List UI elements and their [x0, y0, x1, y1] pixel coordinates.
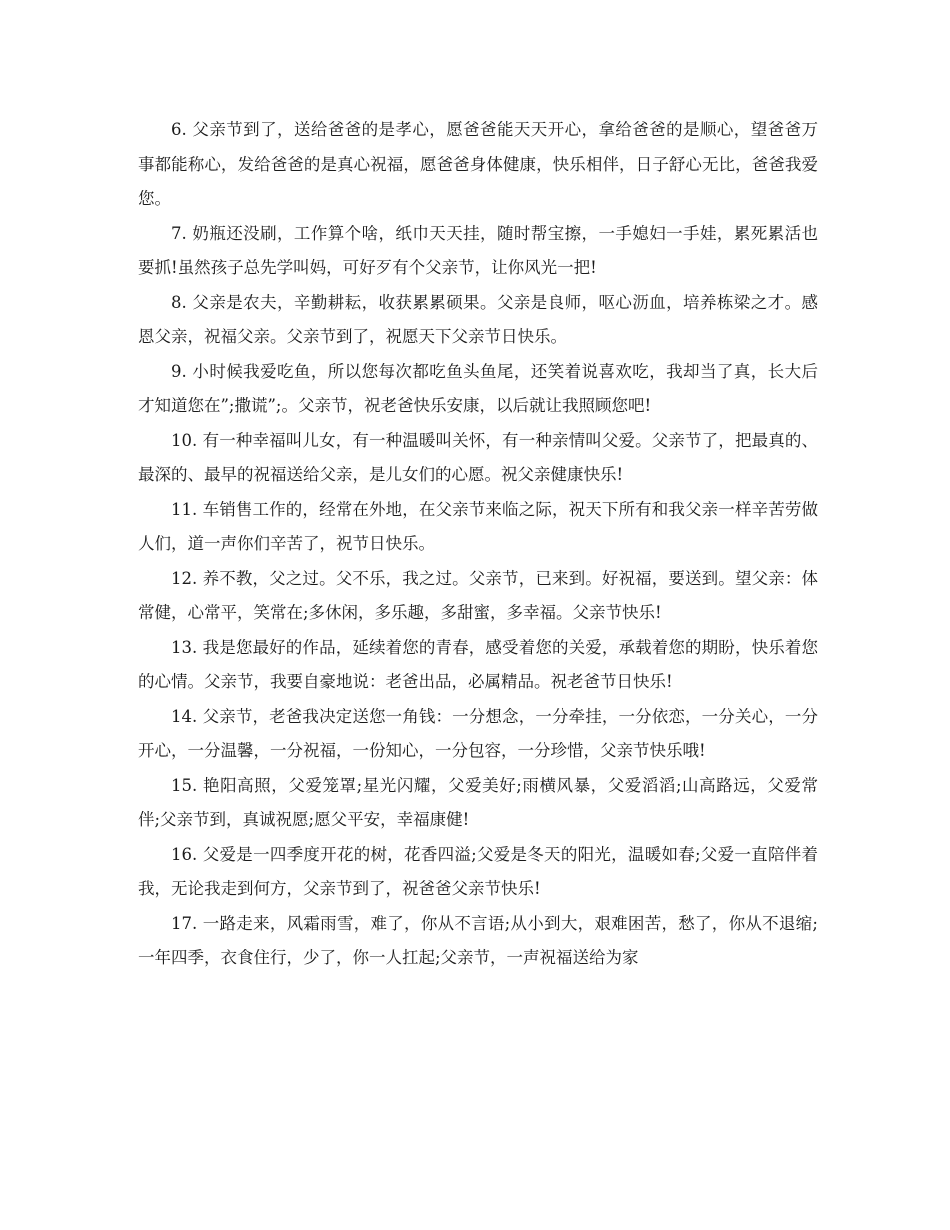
- paragraph-17: 17. 一路走来，风霜雨雪，难了，你从不言语;从小到大，艰难困苦，愁了，你从不退缩;一年四季，衣食住行，少了，你一人扛起;父亲节，一声祝福送给为家: [138, 913, 818, 967]
- paragraph-14: 14. 父亲节，老爸我决定送您一角钱：一分想念，一分牵挂，一分依恋，一分关心，一分开心，一分温馨，一分祝福，一份知心，一分包容，一分珍惜，父亲节快乐哦!: [138, 706, 818, 760]
- paragraph-15: 15. 艳阳高照，父爱笼罩;星光闪耀，父爱美好;雨横风暴，父爱滔滔;山高路远，父爱常伴;父亲节到，真诚祝愿;愿父平安，幸福康健!: [138, 775, 818, 829]
- paragraph-11: 11. 车销售工作的，经常在外地，在父亲节来临之际，祝天下所有和我父亲一样辛苦劳做人们，道一声你们辛苦了，祝节日快乐。: [138, 499, 818, 553]
- paragraph-16: 16. 父爱是一四季度开花的树，花香四溢;父爱是冬天的阳光，温暖如春;父爱一直陪伴着我，无论我走到何方，父亲节到了，祝爸爸父亲节快乐!: [138, 844, 818, 898]
- document-body: [138, 113, 818, 976]
- paragraph-7: 7. 奶瓶还没刷，工作算个啥，纸巾天天挂，随时帮宝擦，一手媳妇一手娃，累死累活也要抓!虽然孩子总先学叫妈，可好歹有个父亲节，让你风光一把!: [138, 223, 818, 277]
- paragraph-6: 6. 父亲节到了，送给爸爸的是孝心，愿爸爸能天天开心，拿给爸爸的是顺心，望爸爸万事都能称心，发给爸爸的是真心祝福，愿爸爸身体健康，快乐相伴，日子舒心无比，爸爸我爱您。: [138, 120, 818, 208]
- paragraph-12: 12. 养不教，父之过。父不乐，我之过。父亲节，已来到。好祝福，要送到。望父亲：体常健，心常平，笑常在;多休闲，多乐趣，多甜蜜，多幸福。父亲节快乐!: [138, 568, 818, 622]
- paragraph-8: 8. 父亲是农夫，辛勤耕耘，收获累累硕果。父亲是良师，呕心沥血，培养栋梁之才。感恩父亲，祝福父亲。父亲节到了，祝愿天下父亲节日快乐。: [138, 292, 818, 346]
- paragraph-10: 10. 有一种幸福叫儿女，有一种温暖叫关怀，有一种亲情叫父爱。父亲节了，把最真的、最深的、最早的祝福送给父亲，是儿女们的心愿。祝父亲健康快乐!: [138, 430, 818, 484]
- paragraph-9: 9. 小时候我爱吃鱼，所以您每次都吃鱼头鱼尾，还笑着说喜欢吃，我却当了真，长大后才知道您在”;撒谎”;。父亲节，祝老爸快乐安康，以后就让我照顾您吧!: [138, 361, 818, 415]
- paragraph-13: 13. 我是您最好的作品，延续着您的青春，感受着您的关爱，承载着您的期盼，快乐着您的心情。父亲节，我要自豪地说：老爸出品，必属精品。祝老爸节日快乐!: [138, 637, 818, 691]
